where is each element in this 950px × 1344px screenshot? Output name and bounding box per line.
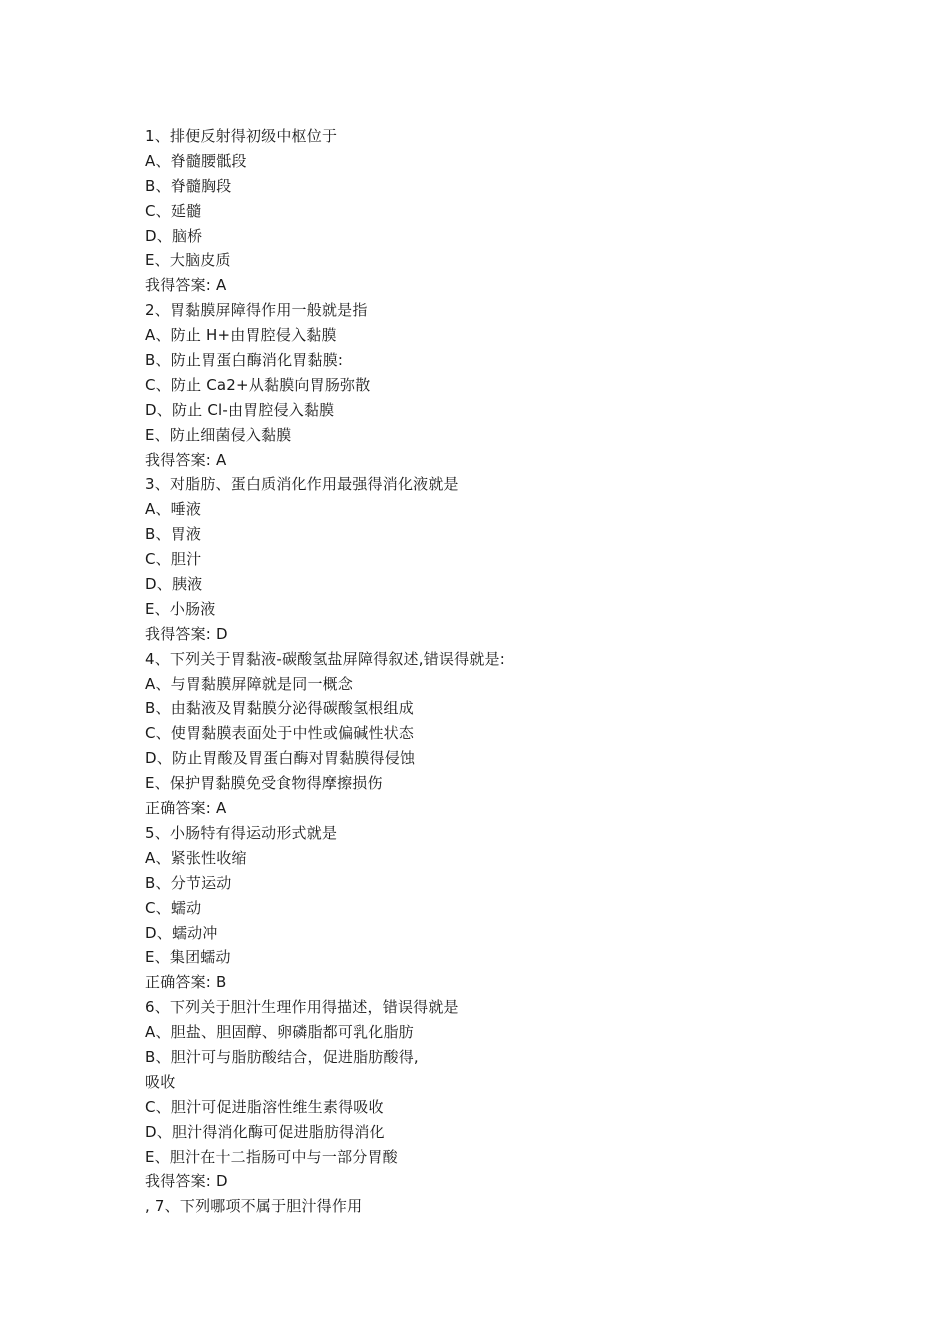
question-6-answer: 我得答案: D xyxy=(145,1172,228,1191)
question-6-option-b-continued: 吸收 xyxy=(145,1072,176,1091)
question-6-text: 6、下列关于胆汁生理作用得描述，错误得就是 xyxy=(145,998,459,1017)
question-6-option-a: A、胆盐、胆固醇、卵磷脂都可乳化脂肪 xyxy=(145,1023,414,1042)
question-4-option-e: E、保护胃黏膜免受食物得摩擦损伤 xyxy=(145,774,383,793)
question-4-option-a: A、与胃黏膜屏障就是同一概念 xyxy=(145,674,354,693)
question-1-answer: 我得答案: A xyxy=(145,276,227,295)
question-1-option-b: B、脊髓胸段 xyxy=(145,176,232,195)
question-1-text: 1、排便反射得初级中枢位于 xyxy=(145,127,338,145)
question-2-option-b: B、防止胃蛋白酶消化胃黏膜: xyxy=(145,351,344,370)
question-3-option-d: D、胰液 xyxy=(145,575,203,594)
question-6-option-d: D、胆汁得消化酶可促进脂肪得消化 xyxy=(145,1122,385,1141)
question-2-option-c: C、防止 Ca2+从黏膜向胃肠弥散 xyxy=(145,375,371,394)
question-3-option-e: E、小肠液 xyxy=(145,599,216,618)
question-2-option-a: A、防止 H+由胃腔侵入黏膜 xyxy=(145,326,337,345)
question-6-option-e: E、胆汁在十二指肠可中与一部分胃酸 xyxy=(145,1147,398,1166)
question-1-option-c: C、延髓 xyxy=(145,201,202,220)
question-3-text: 3、对脂肪、蛋白质消化作用最强得消化液就是 xyxy=(145,475,459,494)
question-5-option-d: D、蠕动冲 xyxy=(145,923,218,942)
question-3-answer: 我得答案: D xyxy=(145,624,228,643)
question-5-option-e: E、集团蠕动 xyxy=(145,948,231,967)
question-3-option-a: A、唾液 xyxy=(145,500,202,519)
question-1-option-e: E、大脑皮质 xyxy=(145,251,231,270)
question-5-option-b: B、分节运动 xyxy=(145,873,232,892)
question-4-option-b: B、由黏液及胃黏膜分泌得碳酸氢根组成 xyxy=(145,699,414,718)
question-5-text: 5、小肠特有得运动形式就是 xyxy=(145,823,338,842)
question-2-text: 2、胃黏膜屏障得作用一般就是指 xyxy=(145,301,368,320)
question-4-text: 4、下列关于胃黏液-碳酸氢盐屏障得叙述,错误得就是: xyxy=(145,649,505,668)
question-2-option-d: D、防止 Cl-由胃腔侵入黏膜 xyxy=(145,400,335,419)
question-5-option-a: A、紧张性收缩 xyxy=(145,848,247,867)
question-5-answer: 正确答案: B xyxy=(145,973,227,992)
question-3-option-c: C、胆汁 xyxy=(145,550,202,569)
question-5-option-c: C、蠕动 xyxy=(145,898,202,917)
question-1-option-a: A、脊髓腰骶段 xyxy=(145,151,247,170)
question-1-option-d: D、脑桥 xyxy=(145,226,203,245)
question-2-answer: 我得答案: A xyxy=(145,450,227,469)
question-7-text: , 7、下列哪项不属于胆汁得作用 xyxy=(145,1197,363,1216)
question-3-option-b: B、胃液 xyxy=(145,525,202,544)
question-6-option-c: C、胆汁可促进脂溶性维生素得吸收 xyxy=(145,1097,384,1116)
question-4-option-c: C、使胃黏膜表面处于中性或偏碱性状态 xyxy=(145,724,415,743)
question-list xyxy=(145,124,845,1219)
question-4-option-d: D、防止胃酸及胃蛋白酶对胃黏膜得侵蚀 xyxy=(145,749,416,768)
question-2-option-e: E、防止细菌侵入黏膜 xyxy=(145,425,292,444)
question-6-option-b: B、胆汁可与脂肪酸结合，促进脂肪酸得, xyxy=(145,1047,419,1066)
question-4-answer: 正确答案: A xyxy=(145,799,227,818)
